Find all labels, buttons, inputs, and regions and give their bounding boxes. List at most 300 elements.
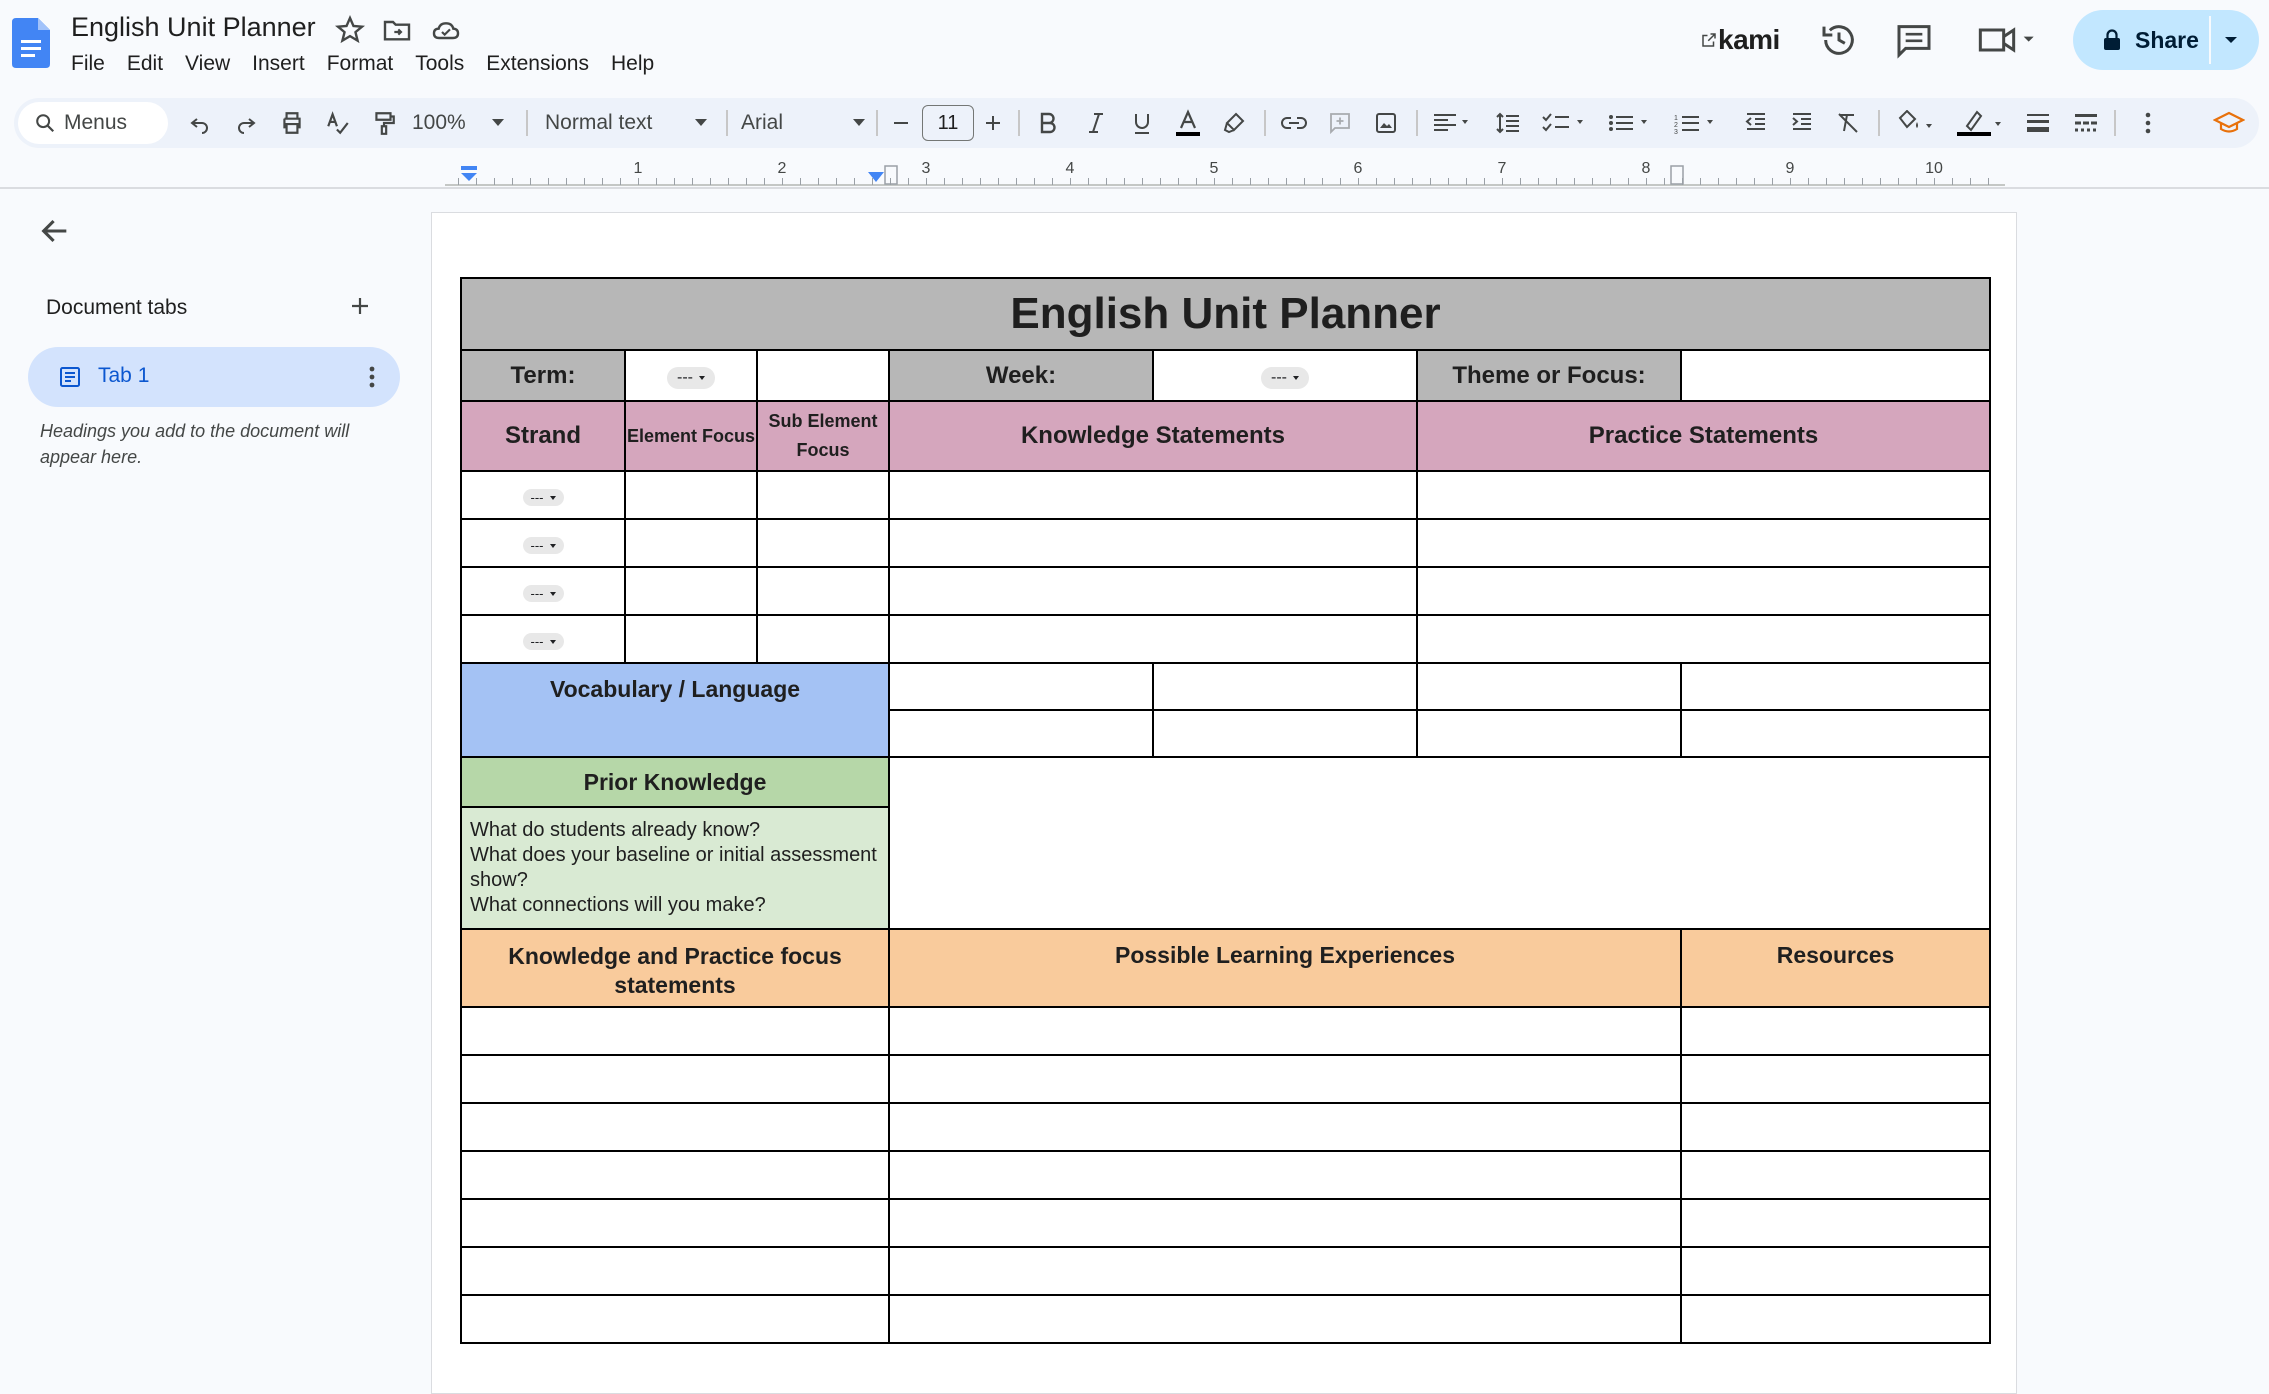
tab-1-label: Tab 1 [98, 364, 150, 387]
ruler-tick [890, 178, 891, 185]
table-cell[interactable] [461, 1247, 889, 1295]
version-history-icon[interactable] [1819, 20, 1859, 60]
spelling-button[interactable] [318, 98, 358, 148]
redo-icon [234, 111, 258, 135]
insert-image-button[interactable] [1366, 98, 1406, 148]
focus-statements-header: Knowledge and Practice focus statements [461, 929, 889, 1007]
align-button[interactable] [1426, 98, 1482, 148]
ruler-tick [656, 178, 657, 185]
table-cell[interactable] [1681, 1199, 1990, 1247]
paint-format-button[interactable] [364, 98, 404, 148]
headings-hint: Headings you add to the document will appear here. [40, 421, 350, 467]
font-dropdown-icon [853, 119, 865, 127]
ruler-number: 3 [921, 160, 931, 177]
table-cell[interactable] [625, 615, 757, 663]
ruler-number: 9 [1785, 160, 1795, 177]
editing-mode-button[interactable] [2206, 98, 2252, 148]
week-dropdown-cell[interactable] [1153, 350, 1417, 401]
share-dropdown-icon[interactable] [2224, 36, 2238, 44]
highlight-color-button[interactable] [1214, 98, 1254, 148]
undo-icon [188, 111, 212, 135]
ruler-tick [620, 178, 621, 185]
share-divider [2209, 16, 2211, 64]
ruler-tick [494, 178, 495, 185]
prior-knowledge-prompt: What does your baseline or initial assessment show? [470, 844, 877, 891]
ruler-tick [530, 178, 531, 185]
table-cell[interactable] [1681, 1103, 1990, 1151]
bulleted-list-icon [1607, 111, 1657, 135]
vocabulary-cell[interactable] [1681, 710, 1990, 757]
back-arrow-icon[interactable] [38, 214, 72, 248]
ruler-tick [1592, 178, 1593, 185]
ruler-tick [1178, 178, 1179, 185]
spellcheck-icon [325, 110, 351, 136]
ruler-tick [980, 178, 981, 185]
ruler-tick [1646, 178, 1647, 185]
ruler-tick [1736, 178, 1737, 185]
menu-insert[interactable]: Insert [252, 52, 305, 75]
ruler-tick [1718, 178, 1719, 185]
ruler-tick [1250, 178, 1251, 185]
toolbar-separator [1264, 110, 1266, 136]
line-spacing-icon [1495, 111, 1521, 135]
ruler-tick [602, 178, 603, 185]
term-label: Term: [461, 350, 625, 401]
prior-knowledge-notes-cell[interactable] [889, 757, 1990, 929]
style-select[interactable] [545, 98, 715, 148]
ruler-tick [1790, 178, 1791, 185]
table-cell[interactable] [757, 471, 889, 519]
table-cell[interactable] [625, 471, 757, 519]
link-icon [1280, 112, 1308, 134]
table-cell[interactable] [1417, 471, 1990, 519]
dropdown-arrow-icon [550, 592, 556, 596]
strand-cell[interactable] [461, 615, 625, 663]
document-icon [58, 365, 82, 389]
ruler-tick [692, 178, 693, 185]
font-size-input[interactable]: 11 [922, 105, 974, 141]
ruler-tick [1772, 178, 1773, 185]
ruler-tick [1808, 178, 1809, 185]
increase-indent-icon [1790, 111, 1814, 135]
term-dropdown[interactable] [667, 367, 715, 389]
ruler-tick [1160, 178, 1161, 185]
theme-value-cell[interactable] [1681, 350, 1990, 401]
ruler-tick [1124, 178, 1125, 185]
week-dropdown-value: --- [1271, 369, 1287, 386]
table-cell[interactable] [625, 567, 757, 615]
ruler-tick [1628, 178, 1629, 185]
ruler-tick [1502, 178, 1503, 185]
lock-icon [2101, 28, 2123, 52]
knowledge-statements-header: Knowledge Statements [889, 401, 1417, 471]
border-color-button[interactable] [1948, 98, 2012, 148]
share-button[interactable] [2073, 10, 2259, 70]
strand-dropdown-value: --- [530, 586, 544, 601]
ruler-tick [908, 178, 909, 185]
ruler-tick [926, 178, 927, 185]
numbered-list-icon [1673, 111, 1723, 135]
table-cell[interactable] [889, 1055, 1681, 1103]
move-folder-icon[interactable] [381, 14, 413, 46]
strand-dropdown-value: --- [530, 634, 544, 649]
right-indent-marker-icon[interactable] [866, 170, 886, 184]
kami-extension-button[interactable] [1700, 24, 1780, 56]
ruler-tick [1142, 178, 1143, 185]
toolbar-separator [726, 110, 728, 136]
ruler-tick [1934, 178, 1935, 185]
border-color-icon [1953, 108, 2007, 138]
ruler-tick [1574, 178, 1575, 185]
element-focus-header: Element Focus [625, 401, 757, 471]
undo-button[interactable] [180, 98, 220, 148]
prior-knowledge-prompt: What connections will you make? [470, 894, 766, 916]
vocabulary-label: Vocabulary / Language [461, 663, 889, 757]
ruler-tick [638, 178, 639, 185]
zoom-dropdown-icon [492, 119, 504, 127]
table-cell[interactable] [1681, 1007, 1990, 1055]
strand-dropdown[interactable] [523, 585, 564, 602]
border-fill-color-button[interactable] [1888, 98, 1948, 148]
table-cell[interactable] [1681, 1295, 1990, 1343]
ruler-tick [566, 178, 567, 185]
paint-format-icon [371, 110, 397, 136]
ruler-tick [1394, 178, 1395, 185]
table-cell[interactable] [1681, 1151, 1990, 1199]
table-cell[interactable] [889, 1007, 1681, 1055]
ruler-tick [944, 178, 945, 185]
strand-dropdown[interactable] [523, 537, 564, 554]
ruler-tick [1286, 178, 1287, 185]
menu-help[interactable]: Help [610, 52, 655, 75]
strand-header: Strand [461, 401, 625, 471]
ruler-tick [1304, 178, 1305, 185]
ruler-tick [836, 178, 837, 185]
style-dropdown-icon [695, 119, 707, 127]
strand-dropdown[interactable] [523, 633, 564, 650]
table-cell[interactable] [1417, 615, 1990, 663]
zoom-select[interactable] [412, 98, 508, 148]
checklist-icon [1541, 111, 1591, 135]
ruler-tick [1862, 178, 1863, 185]
table-cell[interactable] [757, 519, 889, 567]
menu-extensions[interactable]: Extensions [486, 52, 589, 75]
practice-statements-header: Practice Statements [1417, 401, 1990, 471]
ruler-tick [512, 178, 513, 185]
minus-icon [892, 114, 910, 132]
border-width-button[interactable] [2018, 98, 2058, 148]
menu-tools[interactable]: Tools [415, 52, 465, 75]
text-color-icon [1173, 108, 1203, 138]
ruler-tick [1754, 178, 1755, 185]
ruler-tick [1610, 178, 1611, 185]
ruler-tick [1898, 178, 1899, 185]
toolbar-separator [876, 110, 878, 136]
ruler-tick [872, 178, 873, 185]
align-left-icon [1432, 111, 1476, 135]
table-cell[interactable] [889, 519, 1417, 567]
strand-cell[interactable] [461, 519, 625, 567]
ruler-tick [1844, 178, 1845, 185]
ruler-number: 10 [1925, 160, 1943, 177]
ruler-tick [1664, 178, 1665, 185]
sub-element-focus-header: Sub Element Focus [757, 401, 889, 471]
ruler-tick [1682, 178, 1683, 185]
table-cell[interactable] [1417, 519, 1990, 567]
increase-indent-button[interactable] [1782, 98, 1822, 148]
dropdown-arrow-icon [699, 376, 705, 380]
table-cell[interactable] [461, 1151, 889, 1199]
theme-label: Theme or Focus: [1417, 350, 1681, 401]
strand-dropdown-value: --- [530, 538, 544, 553]
table-cell[interactable] [889, 1103, 1681, 1151]
decrease-indent-button[interactable] [1736, 98, 1776, 148]
table-cell[interactable] [461, 1007, 889, 1055]
ruler-tick [1268, 178, 1269, 185]
toolbar-separator [526, 110, 528, 136]
term-dropdown-value: --- [677, 369, 693, 386]
prior-knowledge-prompts[interactable] [461, 807, 889, 929]
vocabulary-cell[interactable] [1153, 663, 1417, 710]
vocabulary-cell[interactable] [889, 663, 1153, 710]
table-cell[interactable] [889, 1247, 1681, 1295]
ruler-tick [764, 178, 765, 185]
ruler-number: 8 [1641, 160, 1651, 177]
title-bar [0, 0, 2269, 92]
tab-1[interactable] [28, 347, 400, 407]
table-cell[interactable] [889, 615, 1417, 663]
ruler-tick [710, 178, 711, 185]
ruler-number: 7 [1497, 160, 1507, 177]
toolbar-separator [2114, 110, 2116, 136]
table-cell[interactable] [757, 567, 889, 615]
border-width-icon [2025, 111, 2051, 135]
ruler-number: 1 [633, 160, 643, 177]
ruler-tick [1196, 178, 1197, 185]
ruler-tick [1952, 178, 1953, 185]
planner-title[interactable]: English Unit Planner [461, 278, 1990, 350]
checklist-button[interactable] [1534, 98, 1598, 148]
ruler-tick [1358, 178, 1359, 185]
ruler-tick [548, 178, 549, 185]
ruler-tick [584, 178, 585, 185]
underline-button[interactable] [1122, 98, 1162, 148]
redo-button[interactable] [226, 98, 266, 148]
ruler-number: 5 [1209, 160, 1219, 177]
dropdown-arrow-icon [1293, 376, 1299, 380]
toolbar-separator [1416, 110, 1418, 136]
style-value: Normal text [545, 111, 653, 134]
strand-cell[interactable] [461, 567, 625, 615]
vocabulary-cell[interactable] [889, 710, 1153, 757]
search-menus-button[interactable] [18, 102, 168, 144]
document-title[interactable]: English Unit Planner [71, 12, 316, 42]
zoom-value: 100% [412, 111, 466, 134]
ruler-divider [0, 187, 2269, 189]
ruler-tick [1430, 178, 1431, 185]
table-cell[interactable] [757, 615, 889, 663]
dropdown-arrow-icon [550, 544, 556, 548]
more-options-button[interactable] [2128, 98, 2168, 148]
font-value: Arial [741, 111, 784, 134]
ruler-tick [854, 178, 855, 185]
ruler-tick [1826, 178, 1827, 185]
comments-icon[interactable] [1894, 20, 1934, 60]
ruler-number: 6 [1353, 160, 1363, 177]
meet-camera-icon[interactable] [1975, 20, 2039, 60]
share-label: Share [2135, 26, 2199, 53]
ruler-tick [1052, 178, 1053, 185]
ruler-number: 4 [1065, 160, 1075, 177]
term-dropdown-cell[interactable] [625, 350, 757, 401]
italic-icon [1085, 111, 1107, 135]
menu-view[interactable]: View [185, 52, 231, 75]
ruler-tick [458, 178, 459, 185]
table-cell[interactable] [889, 1151, 1681, 1199]
text-color-button[interactable] [1168, 98, 1208, 148]
more-vertical-icon [2145, 112, 2151, 134]
image-icon [1374, 111, 1398, 135]
unit-planner-table [460, 277, 1991, 1344]
ruler-tick [1412, 178, 1413, 185]
ruler-tick [674, 178, 675, 185]
print-button[interactable] [272, 98, 312, 148]
search-icon [34, 112, 56, 134]
term-value-cell[interactable] [757, 350, 889, 401]
ruler-tick [818, 178, 819, 185]
menu-format[interactable]: Format [326, 52, 394, 75]
ruler-number: 2 [777, 160, 787, 177]
italic-button[interactable] [1076, 98, 1116, 148]
strand-cell[interactable] [461, 471, 625, 519]
menu-bar [60, 48, 665, 80]
graduation-cap-icon [2213, 109, 2245, 137]
ruler-tick [782, 178, 783, 185]
table-cell[interactable] [625, 519, 757, 567]
tab-options-icon[interactable] [368, 363, 376, 391]
ruler-tick [728, 178, 729, 185]
ruler-tick [1556, 178, 1557, 185]
svg-text:2: 2 [1674, 122, 1678, 129]
table-cell[interactable] [889, 567, 1417, 615]
ruler-tick [1016, 178, 1017, 185]
svg-text:1: 1 [1674, 115, 1678, 122]
table-cell[interactable] [889, 1199, 1681, 1247]
ruler-tick [1466, 178, 1467, 185]
toolbar [14, 98, 2259, 148]
bulleted-list-button[interactable] [1600, 98, 1664, 148]
prior-knowledge-label: Prior Knowledge [461, 757, 889, 807]
highlighter-icon [1222, 111, 1246, 135]
ruler-tick [1034, 178, 1035, 185]
table-cell[interactable] [1417, 567, 1990, 615]
vocabulary-cell[interactable] [1417, 710, 1681, 757]
table-cell[interactable] [1681, 1247, 1990, 1295]
ruler-baseline [445, 184, 2005, 186]
table-cell[interactable] [889, 471, 1417, 519]
column-marker-icon[interactable] [884, 164, 898, 186]
bold-button[interactable] [1028, 98, 1068, 148]
table-cell[interactable] [461, 1055, 889, 1103]
increase-font-size-button[interactable] [978, 98, 1008, 148]
toolbar-separator [1018, 110, 1020, 136]
week-dropdown[interactable] [1261, 367, 1309, 389]
ruler-tick [1880, 178, 1881, 185]
decrease-font-size-button[interactable] [886, 98, 916, 148]
table-cell[interactable] [461, 1103, 889, 1151]
ruler-tick [476, 178, 477, 185]
fill-color-icon [1894, 110, 1942, 136]
vocabulary-cell[interactable] [1417, 663, 1681, 710]
svg-text:3: 3 [1674, 129, 1678, 135]
strand-dropdown-value: --- [530, 490, 544, 505]
ruler-tick [1970, 178, 1971, 185]
print-icon [279, 110, 305, 136]
ruler-tick [1988, 178, 1989, 185]
table-cell[interactable] [1681, 1055, 1990, 1103]
ruler-tick [1376, 178, 1377, 185]
clear-formatting-button[interactable] [1828, 98, 1868, 148]
border-dash-icon [2073, 111, 2099, 135]
search-menus-label: Menus [64, 111, 128, 134]
ruler[interactable] [0, 156, 2269, 188]
ruler-tick [1484, 178, 1485, 185]
ruler-tick [1214, 178, 1215, 185]
kami-label: kami [1718, 24, 1780, 55]
table-cell[interactable] [889, 1295, 1681, 1343]
document-tabs-heading: Document tabs [46, 296, 188, 319]
plus-icon [984, 114, 1002, 132]
resources-header: Resources [1681, 929, 1990, 1007]
add-comment-icon [1328, 111, 1352, 135]
document-page[interactable] [431, 212, 2017, 1394]
vocabulary-cell[interactable] [1153, 710, 1417, 757]
learning-experiences-header: Possible Learning Experiences [889, 929, 1681, 1007]
ruler-tick [1106, 178, 1107, 185]
bold-icon [1037, 111, 1059, 135]
vocabulary-cell[interactable] [1681, 663, 1990, 710]
underline-icon [1131, 111, 1153, 135]
menu-file[interactable]: File [71, 52, 105, 75]
strand-dropdown[interactable] [523, 489, 564, 506]
ruler-tick [800, 178, 801, 185]
week-label: Week: [889, 350, 1153, 401]
numbered-list-button[interactable] [1666, 98, 1730, 148]
font-select[interactable] [741, 98, 871, 148]
cloud-status-icon[interactable] [430, 14, 462, 46]
ruler-tick [1916, 178, 1917, 185]
add-comment-button[interactable] [1320, 98, 1360, 148]
add-tab-icon[interactable] [348, 294, 372, 318]
prior-knowledge-prompt: What do students already know? [470, 819, 761, 841]
decrease-indent-icon [1744, 111, 1768, 135]
star-icon[interactable] [334, 14, 366, 46]
toolbar-separator [1878, 110, 1880, 136]
border-dash-button[interactable] [2066, 98, 2106, 148]
ruler-tick [962, 178, 963, 185]
menu-edit[interactable]: Edit [126, 52, 164, 75]
ruler-tick [1070, 178, 1071, 185]
ruler-tick [1448, 178, 1449, 185]
ruler-tick [1538, 178, 1539, 185]
table-cell[interactable] [461, 1295, 889, 1343]
table-cell[interactable] [461, 1199, 889, 1247]
ruler-tick [1232, 178, 1233, 185]
insert-link-button[interactable] [1274, 98, 1314, 148]
docs-logo-icon[interactable] [12, 18, 50, 68]
ruler-tick [1340, 178, 1341, 185]
line-spacing-button[interactable] [1488, 98, 1528, 148]
